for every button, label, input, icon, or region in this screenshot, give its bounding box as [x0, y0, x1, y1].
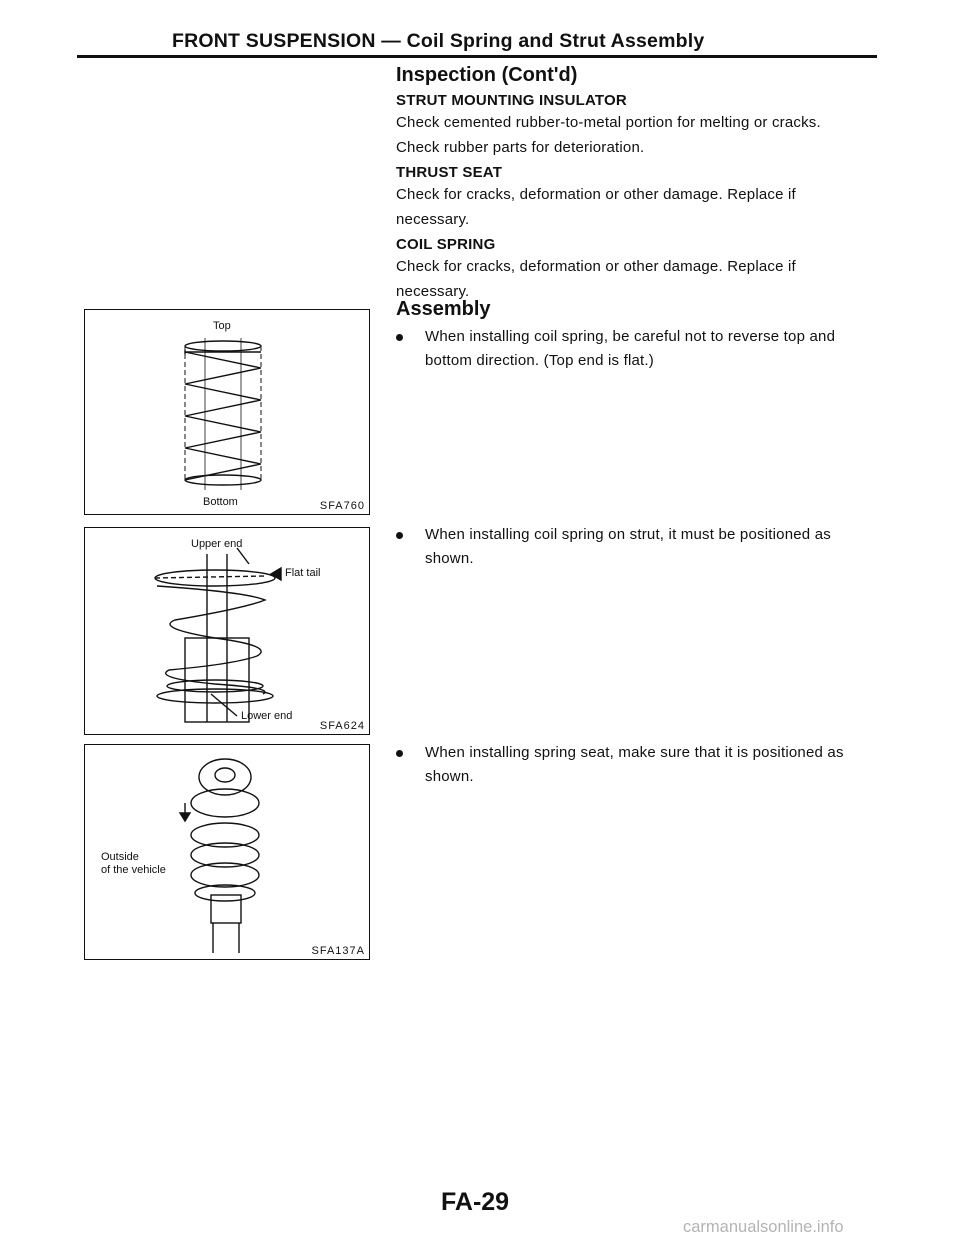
thrust-seat-line-1: Check for cracks, deformation or other damage. Replace if	[396, 186, 796, 203]
bullet-dot	[396, 334, 403, 341]
assembly-heading: Assembly	[396, 298, 491, 320]
spring-on-strut-drawing	[85, 528, 369, 734]
figure-code: SFA137A	[311, 945, 365, 957]
page-header: FRONT SUSPENSION — Coil Spring and Strut Assembly	[172, 30, 705, 52]
flat-tail-label: Flat tail	[285, 567, 321, 579]
coil-spring-line-1: Check for cracks, deformation or other damage. Replace if	[396, 258, 796, 275]
insulator-line-1: Check cemented rubber-to-metal portion for melting or cracks.	[396, 114, 821, 131]
outside-label-line-2: of the vehicle	[101, 864, 166, 876]
lower-end-label: Lower end	[241, 710, 293, 722]
coil-spring-title: COIL SPRING	[396, 236, 496, 253]
insulator-title: STRUT MOUNTING INSULATOR	[396, 92, 627, 109]
figure-spring-seat	[84, 744, 370, 960]
upper-end-label: Upper end	[191, 538, 243, 550]
spring-orientation-drawing	[85, 310, 369, 514]
assembly-bullet-2	[396, 523, 880, 571]
page-number: FA-29	[441, 1188, 510, 1216]
assembly-bullet-3	[396, 741, 880, 789]
coil-spring-line-2: necessary.	[396, 283, 470, 300]
top-label: Top	[213, 320, 231, 332]
figure-code: SFA624	[319, 720, 365, 732]
bullet-dot	[396, 750, 403, 757]
assembly-bullet-1	[396, 325, 880, 373]
figure-code: SFA760	[319, 500, 365, 512]
insulator-line-2: Check rubber parts for deterioration.	[396, 139, 645, 156]
outside-label-line-1: Outside	[101, 851, 139, 863]
assembly-bullet-1-text: When installing coil spring, be careful not to reverse top and bottom direction. (Top end is flat.)	[425, 328, 836, 369]
thrust-seat-line-2: necessary.	[396, 211, 470, 228]
figure-spring-on-strut	[84, 527, 370, 735]
header-rule	[77, 55, 877, 58]
assembly-bullet-3-text: When installing spring seat, make sure that it is positioned as shown.	[425, 744, 844, 785]
bottom-label: Bottom	[203, 496, 238, 508]
assembly-block	[396, 298, 882, 321]
outside-vehicle-label	[101, 851, 166, 877]
inspection-heading: Inspection (Cont'd)	[396, 64, 578, 86]
bullet-dot	[396, 532, 403, 539]
watermark: carmanualsonline.info	[683, 1218, 844, 1236]
figure-spring-orientation	[84, 309, 370, 515]
inspection-block	[396, 64, 882, 303]
assembly-bullet-2-text: When installing coil spring on strut, it must be positioned as shown.	[425, 526, 831, 567]
thrust-seat-title: THRUST SEAT	[396, 164, 503, 181]
